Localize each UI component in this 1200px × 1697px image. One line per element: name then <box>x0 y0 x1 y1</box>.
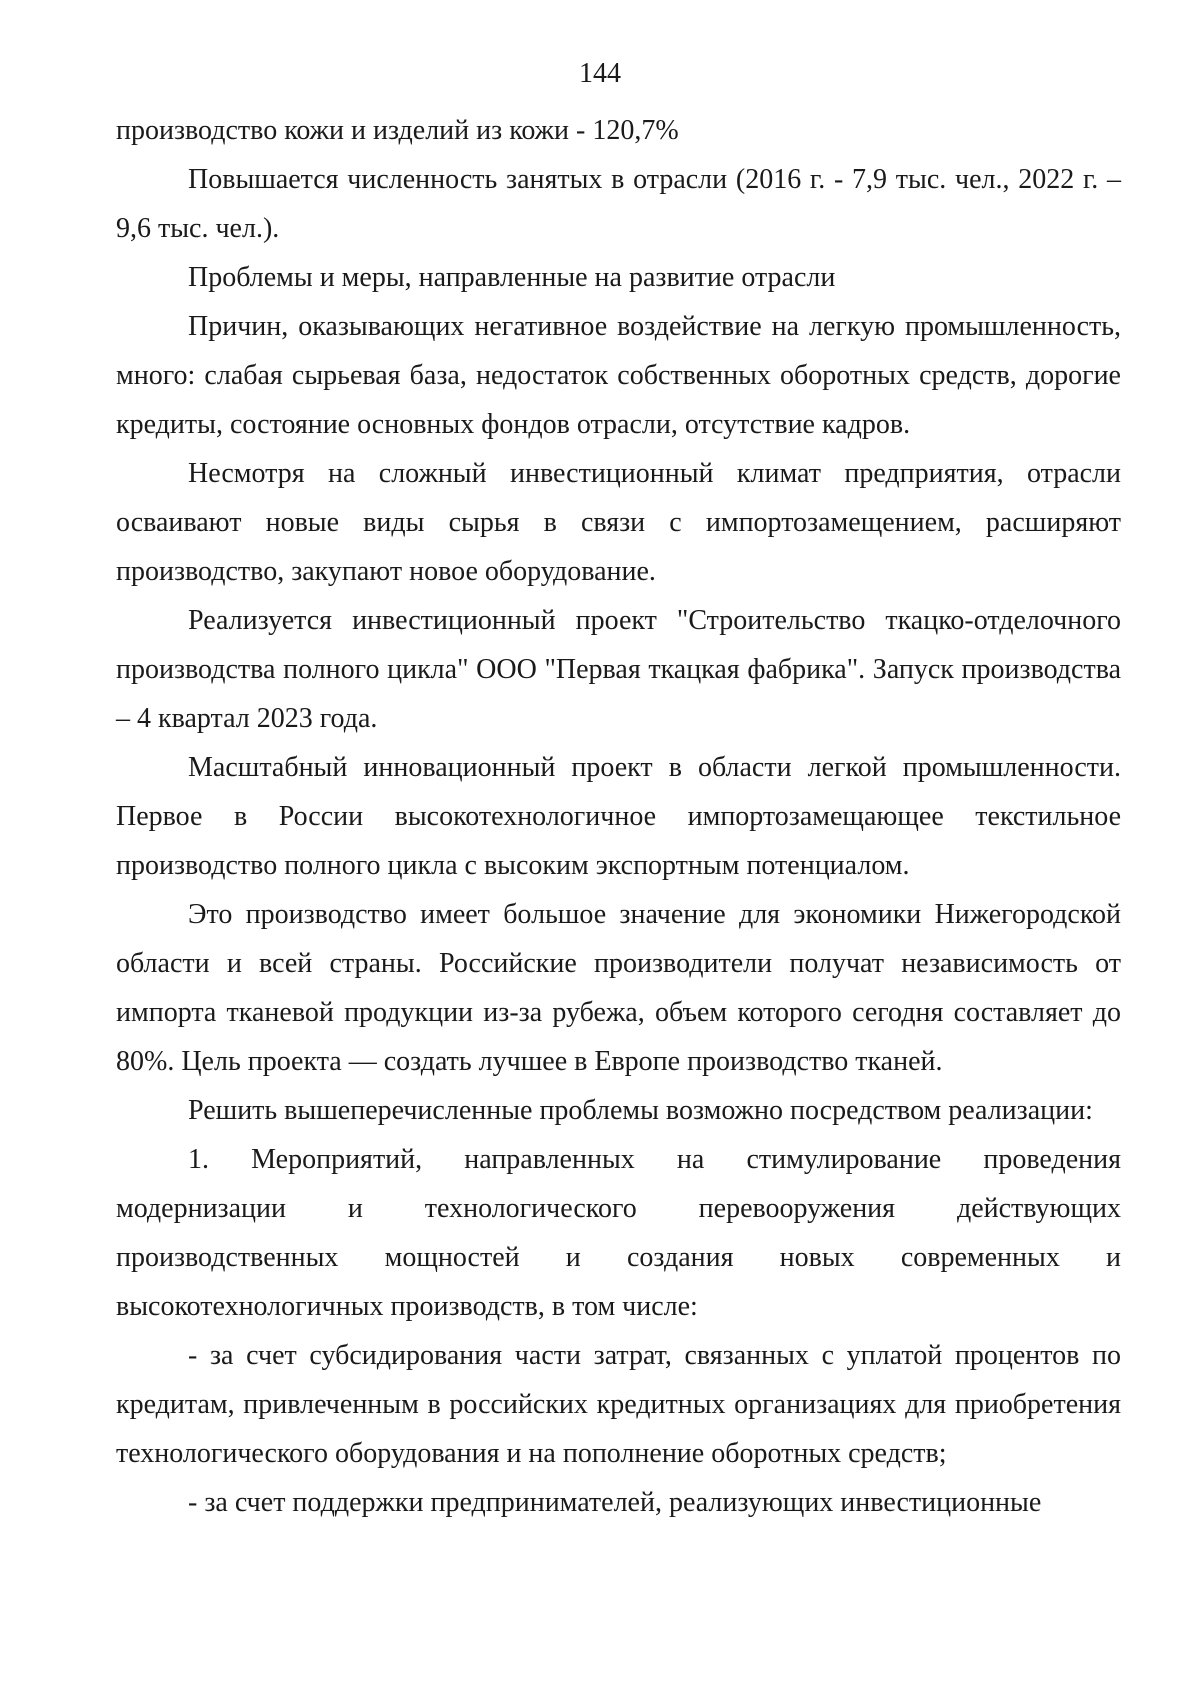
section-heading-problems: Проблемы и меры, направленные на развитие отрасли <box>188 262 836 293</box>
page-number: 144 <box>579 58 621 89</box>
paragraph-weaving-project: Реализуется инвестиционный проект "Строительство ткацко-отделочного производства полного цикла" ООО "Первая ткацкая фабрика". Запуск производства – 4 квартал 2023 года. <box>116 605 1121 734</box>
list-item-measures: 1. Мероприятий, направленных на стимулирование проведения модернизации и технологического перевооружения действующих производственных мощностей и создания новых современных и высокотехнологичных производств, в том числе: <box>116 1144 1121 1322</box>
paragraph-leather-production: производство кожи и изделий из кожи - 120,7% <box>116 115 679 146</box>
list-item-subsidies: - за счет субсидирования части затрат, связанных с уплатой процентов по кредитам, привлеченным в российских кредитных организациях для приобретения технологического оборудования и на пополнение оборотных средств; <box>116 1340 1121 1469</box>
paragraph-economic-importance: Это производство имеет большое значение для экономики Нижегородской области и всей страны. Российские производители получат независимость от импорта тканевой продукции из-за рубежа, объем которого сегодня составляет до 80%. Цель проекта — создать лучшее в Европе производство тканей. <box>116 899 1121 1077</box>
list-item-entrepreneur-support: - за счет поддержки предпринимателей, реализующих инвестиционные <box>188 1487 1042 1518</box>
document-body <box>116 106 1121 1527</box>
paragraph-causes: Причин, оказывающих негативное воздействие на легкую промышленность, много: слабая сырьевая база, недостаток собственных оборотных средств, дорогие кредиты, состояние основных фондов отрасли, отсутствие кадров. <box>116 311 1121 440</box>
paragraph-solutions-intro: Решить вышеперечисленные проблемы возможно посредством реализации: <box>188 1095 1093 1126</box>
paragraph-employment: Повышается численность занятых в отрасли (2016 г. - 7,9 тыс. чел., 2022 г. – 9,6 тыс. чел.). <box>116 164 1121 244</box>
paragraph-innovation-project: Масштабный инновационный проект в области легкой промышленности. Первое в России высокотехнологичное импортозамещающее текстильное производство полного цикла с высоким экспортным потенциалом. <box>116 752 1121 881</box>
paragraph-investment-climate: Несмотря на сложный инвестиционный климат предприятия, отрасли осваивают новые виды сырья в связи с импортозамещением, расширяют производство, закупают новое оборудование. <box>116 458 1121 587</box>
